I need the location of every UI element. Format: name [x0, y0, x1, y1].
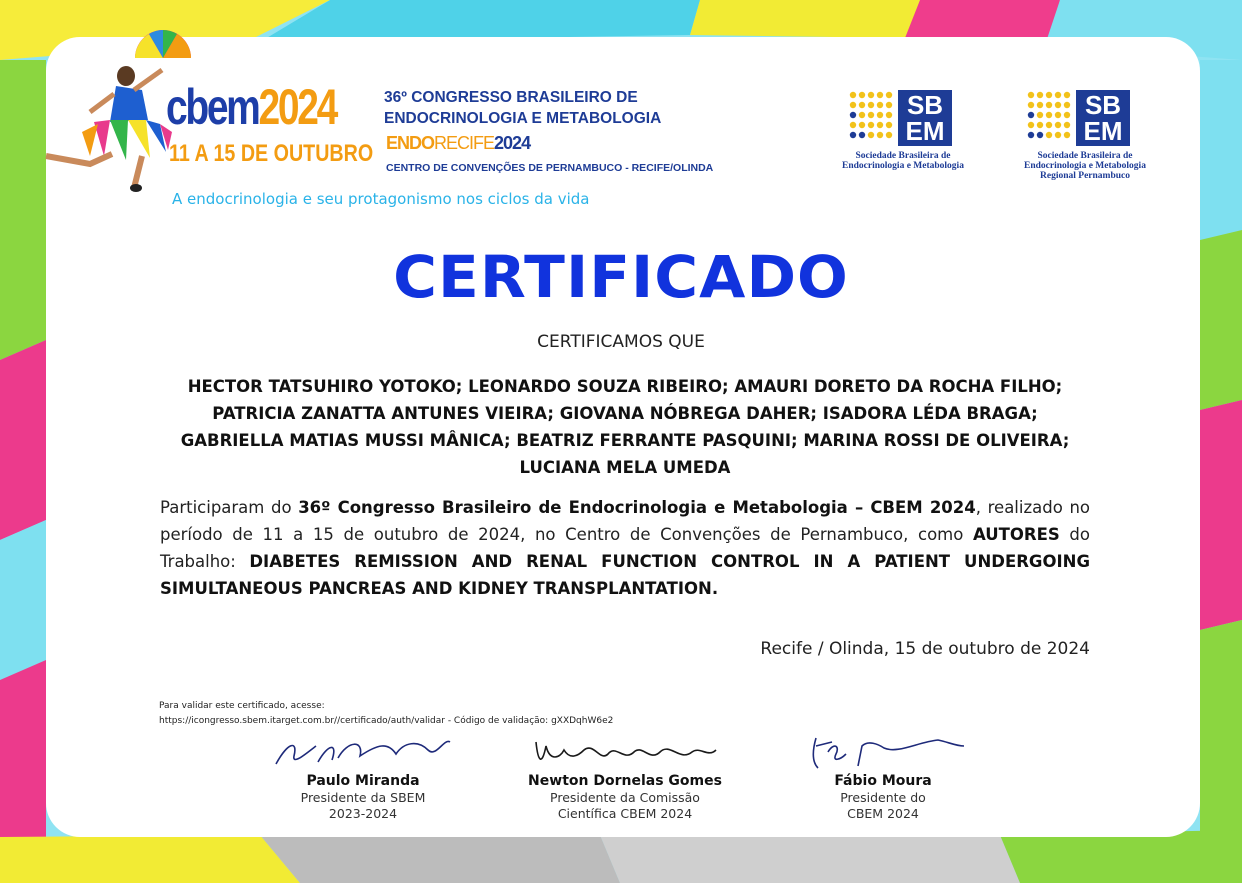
signature-scribble-icon — [268, 732, 458, 772]
sbem-caption — [828, 151, 978, 171]
validation-info — [159, 699, 613, 729]
sbem-line1: SB — [906, 90, 944, 120]
sbem-caption-line1: Sociedade Brasileira de — [855, 151, 951, 161]
cbem-wordmark — [166, 79, 336, 135]
signature-block-2 — [520, 732, 730, 822]
sbem-logo — [842, 90, 998, 190]
congress-venue: CENTRO DE CONVENÇÕES DE PERNAMBUCO - RECIFE/OLINDA — [386, 162, 714, 174]
endo-recife-logo — [386, 134, 530, 152]
signature-scribble-icon — [788, 732, 978, 772]
congress-title-line2: ENDOCRINOLOGIA E METABOLOGIA — [384, 110, 662, 127]
sbem-regional-dots-icon — [1026, 90, 1076, 146]
sbem-regional-caption — [1010, 151, 1160, 181]
cbem-wordmark-main: cbem — [166, 79, 259, 135]
signature-block-3 — [788, 732, 978, 822]
para-part5: do Trabalho: — [160, 525, 1090, 571]
signatory-name: Newton Dornelas Gomes — [528, 773, 722, 789]
para-work-title: DIABETES REMISSION AND RENAL FUNCTION CONTROL IN A PATIENT UNDERGOING SIMULTANEOUS PANCREAS AND KIDNEY TRANSPLANTATION. — [160, 552, 1090, 598]
sbem-regional-line2: EM — [1083, 116, 1123, 146]
signature-scribble-icon — [520, 732, 730, 772]
signatory-name: Paulo Miranda — [306, 773, 420, 789]
recife-text: RECIFE — [434, 133, 495, 153]
validation-url: https://icongresso.sbem.itarget.com.br//certificado/auth/validar - Código de validação: gXXDqhW6e2 — [159, 716, 614, 726]
sbem-regional-caption-line1: Sociedade Brasileira de — [1037, 151, 1133, 161]
sbem-regional-box — [1076, 90, 1130, 146]
para-role: AUTORES — [972, 525, 1060, 544]
signatory-role: Presidente da SBEM — [300, 790, 426, 805]
sbem-regional-logo — [1026, 90, 1176, 190]
certify-intro: CERTIFICAMOS QUE — [537, 332, 705, 352]
para-part3: , realizado no período de 11 a 15 de outubro de 2024, no Centro de Convenções de Pernambuco, como — [160, 498, 1090, 544]
congress-tagline: A endocrinologia e seu protagonismo nos ciclos da vida — [172, 190, 590, 208]
signatory-term: 2023-2024 — [328, 806, 398, 821]
signature-block-1 — [268, 732, 458, 822]
cbem-wordmark-year: 2024 — [258, 79, 336, 135]
signatory-role: Presidente da Comissão — [550, 790, 700, 805]
sbem-box — [898, 90, 952, 146]
para-part1: Participaram do — [160, 498, 299, 517]
endo-text: ENDO — [386, 133, 435, 153]
sbem-dots-icon — [848, 90, 898, 146]
signatory-term: Científica CBEM 2024 — [557, 806, 693, 821]
signatory-role: Presidente do — [840, 790, 926, 805]
sbem-caption-line2: Endocrinologia e Metabologia — [842, 161, 964, 171]
signatory-term: CBEM 2024 — [847, 806, 919, 821]
sbem-regional-caption-line3: Regional Pernambuco — [1040, 171, 1130, 181]
certificate-title: CERTIFICADO — [393, 243, 849, 311]
sbem-regional-caption-line2: Endocrinologia e Metabologia — [1024, 161, 1146, 171]
author-names: HECTOR TATSUHIRO YOTOKO; LEONARDO SOUZA RIBEIRO; AMAURI DORETO DA ROCHA FILHO; PATRICIA ZANATTA ANTUNES VIEIRA; GIOVANA NÓBREGA DAHER; ISADORA LÉDA BRAGA; GABRIELLA MATIAS MUSSI MÂNICA; BEATRIZ FERRANTE PASQUINI; MARINA ROSSI DE OLIVEIRA; LUCIANA MELA UMEDA — [180, 377, 1070, 477]
participation-paragraph — [160, 494, 1090, 602]
congress-title-line1: 36º CONGRESSO BRASILEIRO DE — [384, 89, 638, 106]
congress-dates: 11 A 15 DE OUTUBRO — [169, 140, 374, 167]
sbem-line2: EM — [905, 116, 945, 146]
signatory-name: Fábio Moura — [834, 773, 932, 789]
congress-title — [384, 87, 684, 129]
validation-line1: Para validar este certificado, acesse: — [159, 701, 325, 711]
para-congress-name: 36º Congresso Brasileiro de Endocrinologia e Metabologia – CBEM 2024 — [298, 498, 976, 517]
sbem-regional-line1: SB — [1084, 90, 1122, 120]
place-date: Recife / Olinda, 15 de outubro de 2024 — [760, 639, 1090, 659]
endo-year-text: 2024 — [494, 133, 531, 153]
